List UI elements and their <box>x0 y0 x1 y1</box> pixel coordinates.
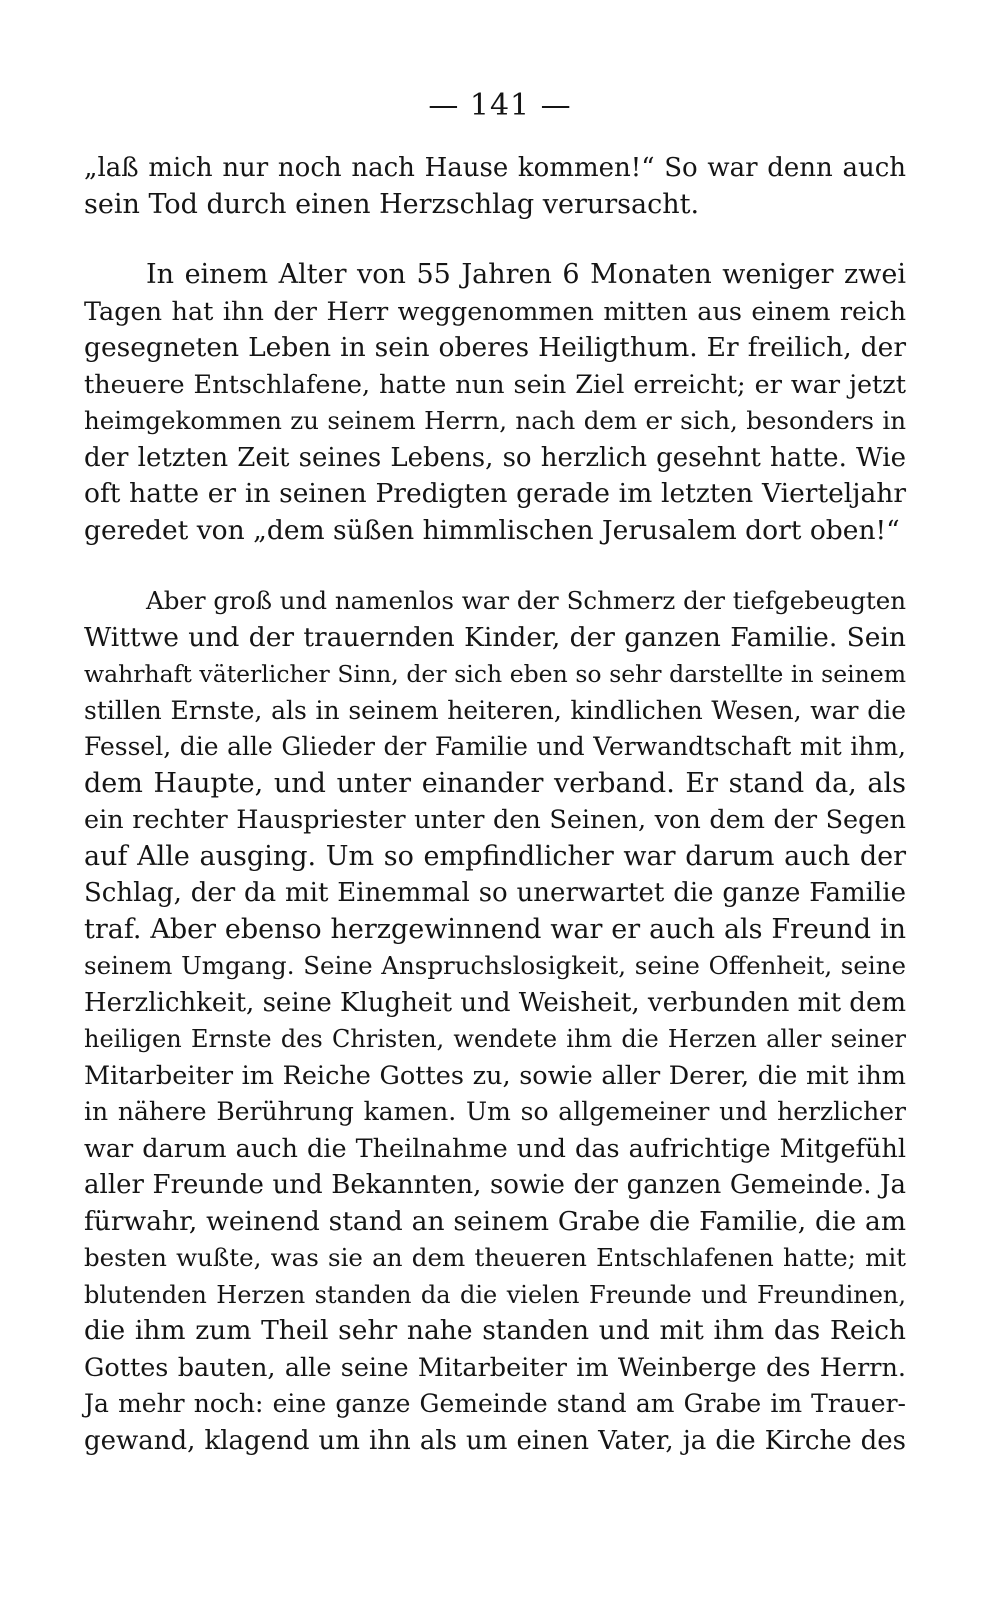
text-line: Gottes bauten, alle seine Mitarbeiter im Weinberge des Herrn. <box>84 1352 906 1383</box>
paragraph-gap <box>84 223 906 257</box>
paragraph-gap <box>84 549 906 583</box>
text-line: geredet von „dem süßen himmlischen Jerusalem dort oben!“ <box>84 514 900 546</box>
text-line: heimgekommen zu seinem Herrn, nach dem er sich, besonders in <box>84 406 906 435</box>
page-number: — 141 — <box>428 88 572 123</box>
text-line: Wittwe und der trauernden Kinder, der ganzen Familie. Sein <box>84 621 906 653</box>
text-line: „laß mich nur noch nach Hause kommen!“ So war denn auch <box>84 153 906 183</box>
text-line: Herzlichkeit, seine Klugheit und Weisheit, verbunden mit dem <box>84 987 906 1018</box>
text-line: Ja mehr noch: eine ganze Gemeinde stand am Grabe im Trauer- <box>84 1389 906 1418</box>
text-line: seinem Umgang. Seine Anspruchslosigkeit, seine Offenheit, seine <box>84 951 906 980</box>
text-line: theuere Entschlafene, hatte nun sein Ziel erreicht; er war jetzt <box>84 369 906 400</box>
text-line: Fessel, die alle Glieder der Familie und Verwandtschaft mit ihm, <box>84 732 906 761</box>
text-line: Mitarbeiter im Reiche Gottes zu, sowie aller Derer, die mit ihm <box>84 1060 906 1091</box>
text-line: der letzten Zeit seines Lebens, so herzlich gesehnt hatte. Wie <box>84 442 906 473</box>
text-line: heiligen Ernste des Christen, wendete ihm die Herzen aller seiner <box>84 1025 906 1053</box>
text-line: blutenden Herzen standen da die vielen Freunde und Freundinen, <box>84 1280 906 1309</box>
text-line: stillen Ernste, als in seinem heiteren, kindlichen Wesen, war die <box>84 695 906 725</box>
text-line: aller Freunde und Bekannten, sowie der ganzen Gemeinde. Ja <box>84 1170 906 1200</box>
paragraph-2 <box>84 257 906 549</box>
text-line: Tagen hat ihn der Herr weggenommen mitten aus einem reich <box>84 296 906 327</box>
text-line: In einem Alter von 55 Jahren 6 Monaten weniger zwei <box>146 259 906 290</box>
body-text <box>84 150 906 1459</box>
text-line: auf Alle ausging. Um so empfindlicher war darum auch der <box>84 840 906 872</box>
text-line: besten wußte, was sie an dem theueren Entschlafenen hatte; mit <box>84 1243 906 1272</box>
text-line: traf. Aber ebenso herzgewinnend war er auch als Freund in <box>84 913 906 945</box>
text-line: Aber groß und namenlos war der Schmerz der tiefgebeugten <box>146 586 906 615</box>
paragraph-3 <box>84 583 906 1459</box>
text-line: sein Tod durch einen Herzschlag verursacht. <box>84 188 700 220</box>
text-line: Schlag, der da mit Einemmal so unerwartet die ganze Familie <box>84 878 906 908</box>
text-line: fürwahr, weinend stand an seinem Grabe die Familie, die am <box>84 1205 906 1237</box>
text-line: gewand, klagend um ihn als um einen Vater, ja die Kirche des <box>84 1425 906 1456</box>
text-line: war darum auch die Theilnahme und das aufrichtige Mitgefühl <box>84 1133 906 1164</box>
text-line: wahrhaft väterlicher Sinn, der sich eben so sehr darstellte in seinem <box>84 660 906 688</box>
text-line: dem Haupte, und unter einander verband. Er stand da, als <box>84 767 906 799</box>
text-line: in nähere Berührung kamen. Um so allgemeiner und herzlicher <box>84 1097 906 1126</box>
text-line: ein rechter Hauspriester unter den Seinen, von dem der Segen <box>84 805 906 835</box>
text-line: die ihm zum Theil sehr nahe standen und mit ihm das Reich <box>84 1315 906 1346</box>
text-line: gesegneten Leben in sein oberes Heiligthum. Er freilich, der <box>84 332 906 363</box>
paragraph-1 <box>84 150 906 223</box>
text-line: oft hatte er in seinen Predigten gerade im letzten Vierteljahr <box>84 478 906 509</box>
